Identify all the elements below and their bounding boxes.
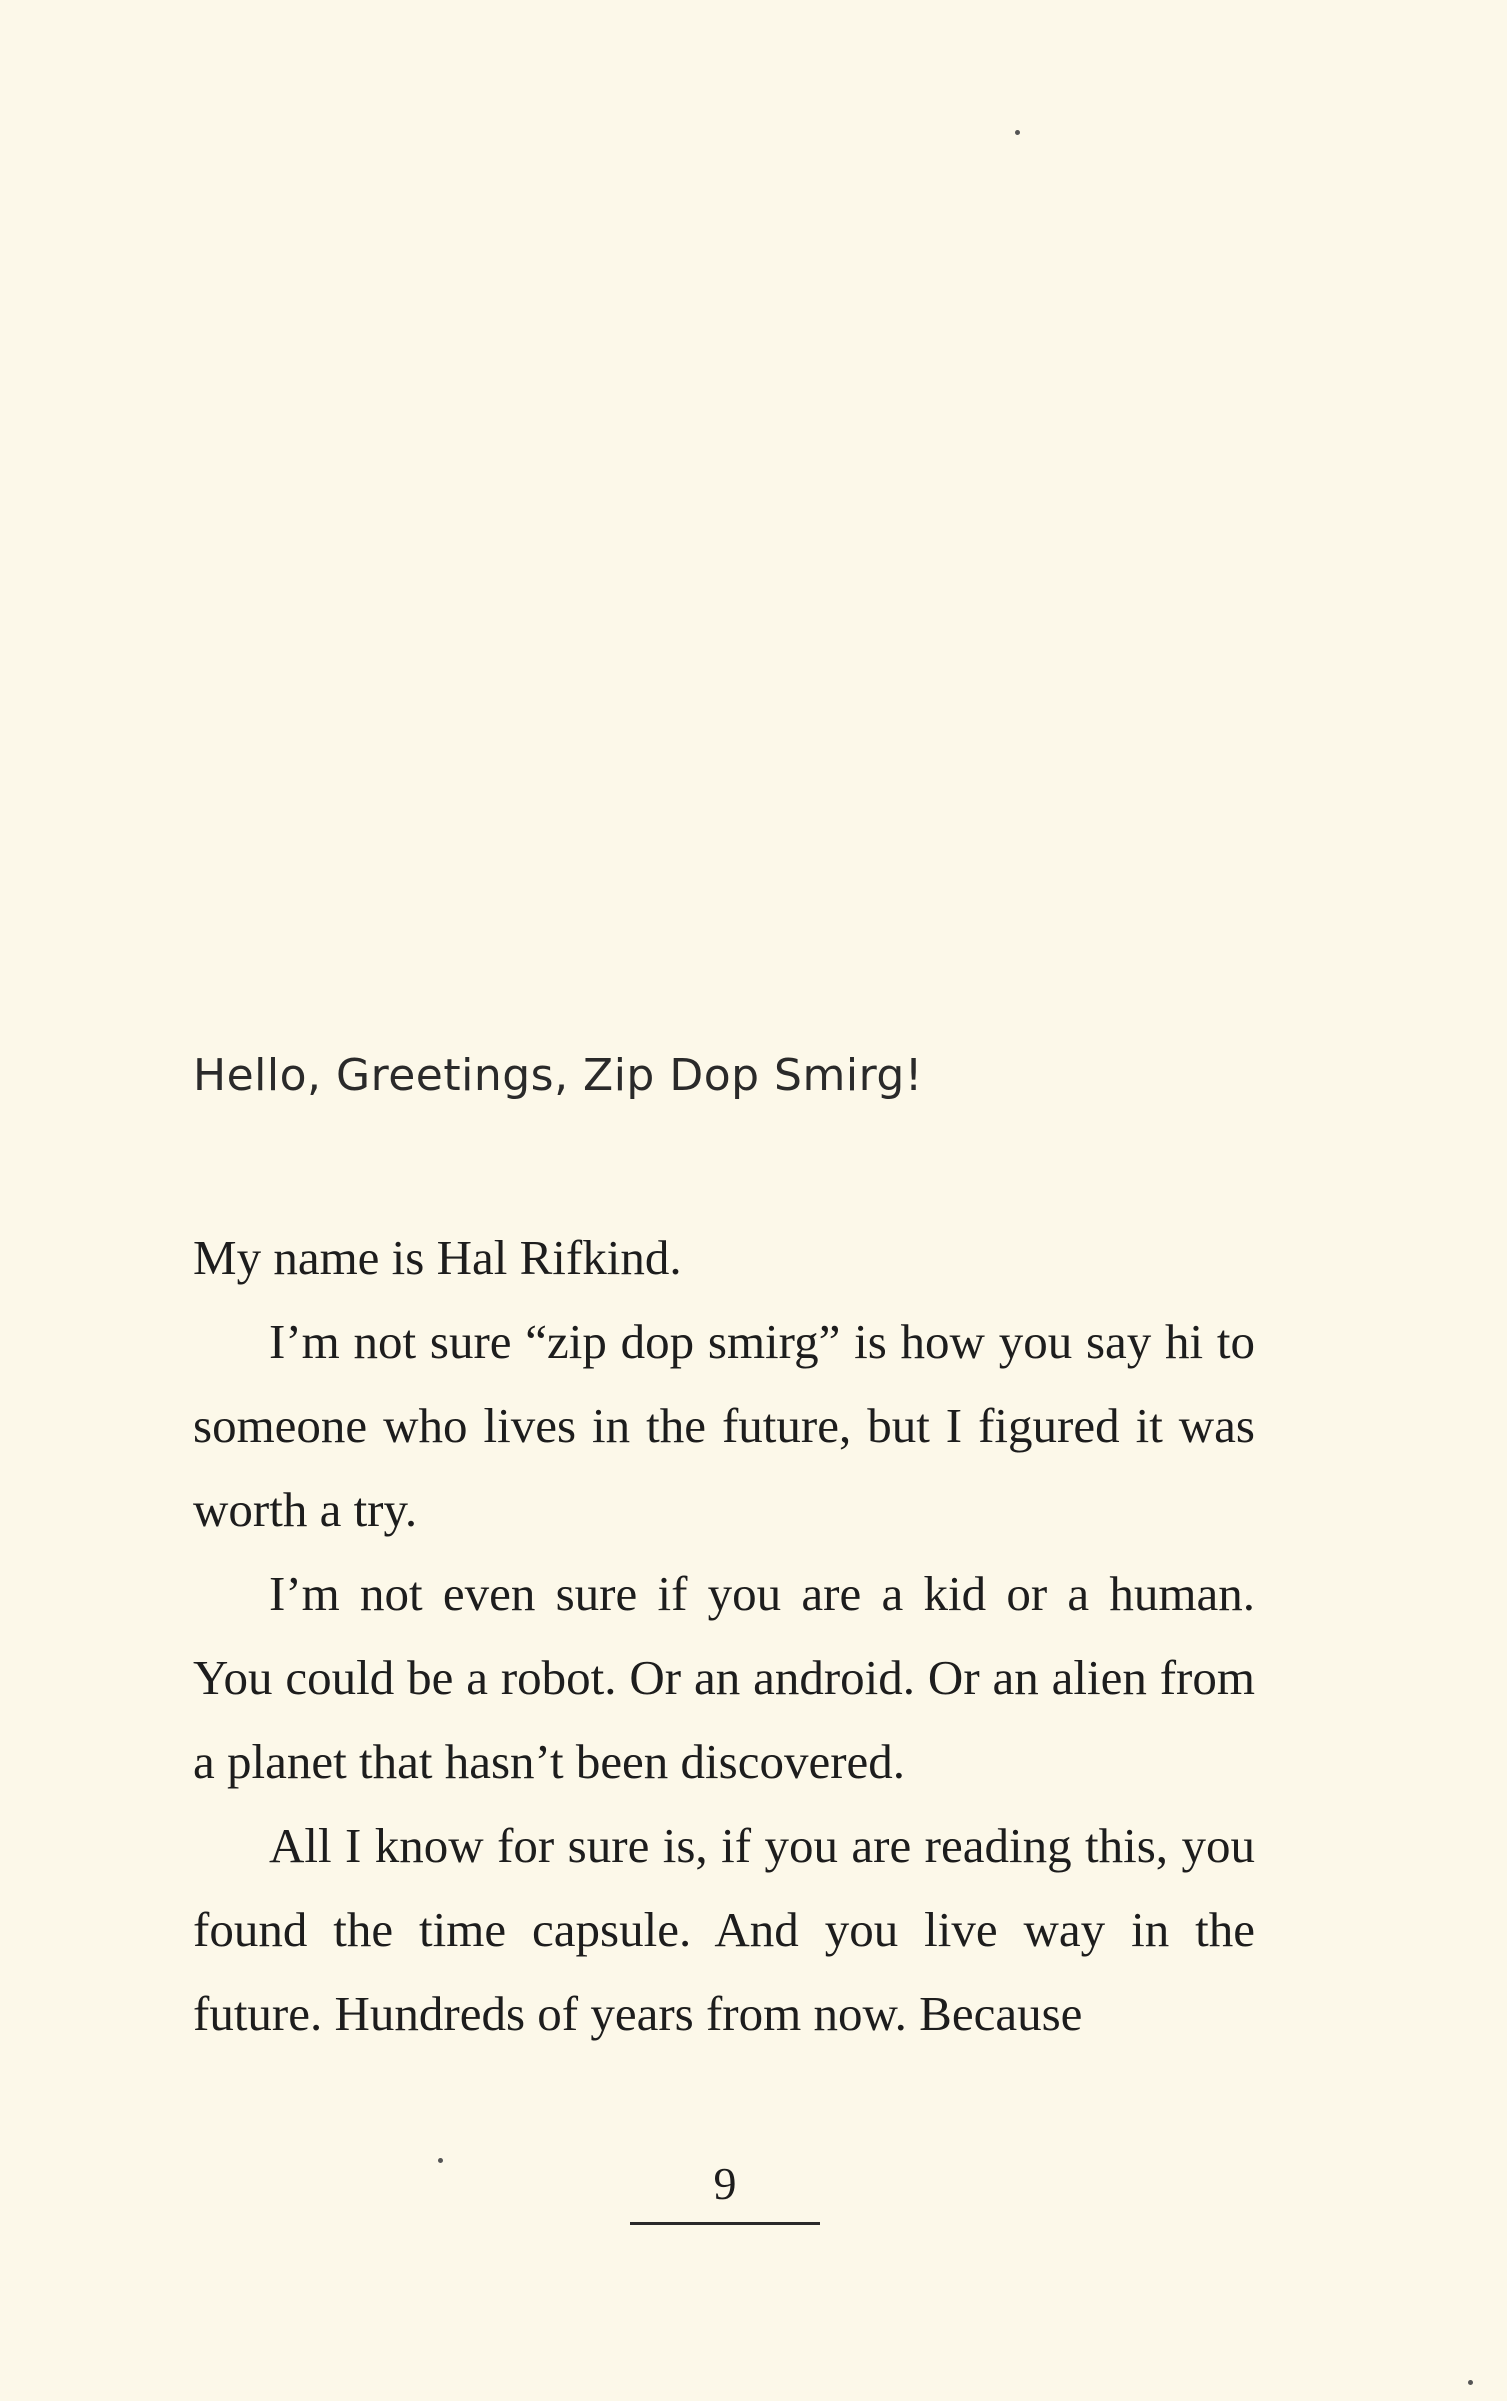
paper-speck (1468, 2380, 1473, 2385)
page-number: 9 (713, 2158, 737, 2209)
page-number-rule (630, 2222, 820, 2225)
paragraph: I’m not even sure if you are a kid or a human. You could be a robot. Or an android. Or an alien from a planet that hasn’t been discovered. (193, 1566, 1255, 1789)
paragraph: My name is Hal Rifkind. (193, 1230, 682, 1285)
paper-speck (438, 2158, 443, 2163)
handwritten-greeting: Hello, Greetings, Zip Dop Smirg! (193, 1050, 923, 1101)
paragraph: I’m not sure “zip dop smirg” is how you say hi to someone who lives in the future, but I figured it was worth a try. (193, 1314, 1255, 1537)
paper-speck (1015, 130, 1020, 135)
page-footer (630, 2154, 820, 2225)
paragraph: All I know for sure is, if you are reading this, you found the time capsule. And you live way in the future. Hundreds of years from now. Because (193, 1818, 1255, 2041)
body-text (193, 1216, 1255, 2056)
